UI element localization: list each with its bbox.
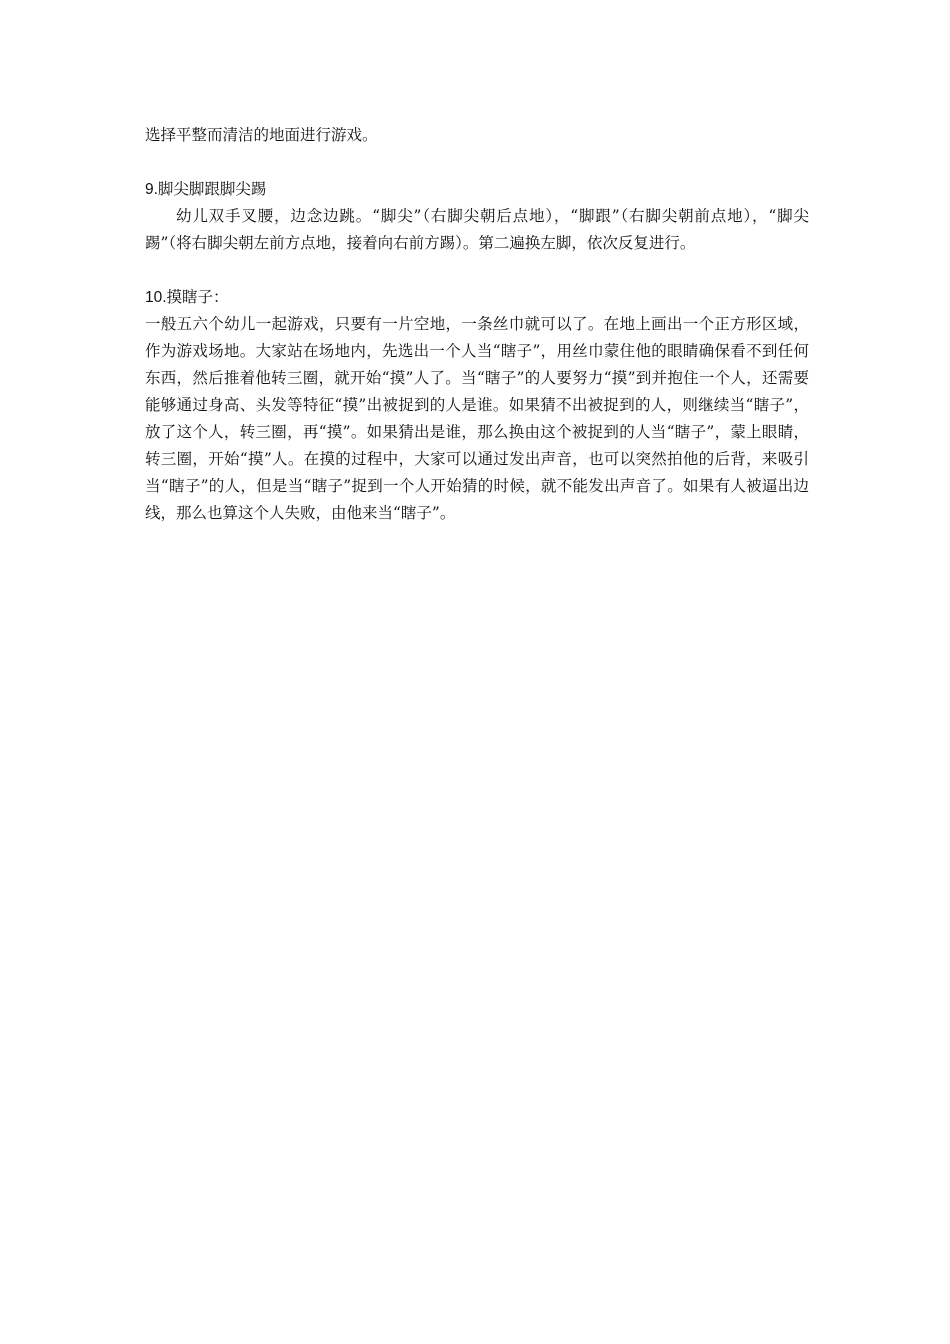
paragraph-spacer [145, 257, 809, 284]
section-9-heading: 9.脚尖脚跟脚尖踢 [145, 181, 267, 198]
section-10-body: 一般五六个幼儿一起游戏，只要有一片空地，一条丝巾就可以了。在地上画出一个正方形区域，作为游戏场地。大家站在场地内，先选出一个人当“瞎子”，用丝巾蒙住他的眼睛确保看不到任何东西，然后推着他转三圈，就开始“摸”人了。当“瞎子”的人要努力“摸”到并抱住一个人，还需要能够通过身高、头发等特征“摸”出被捉到的人是谁。如果猜不出被捉到的人，则继续当“瞎子”，放了这个人，转三圈，再“摸”。如果猜出是谁，那么换由这个被捉到的人当“瞎子”，蒙上眼睛，转三圈，开始“摸”人。在摸的过程中，大家可以通过发出声音，也可以突然拍他的后背，来吸引当“瞎子”的人，但是当“瞎子”捉到一个人开始猜的时候，就不能发出声音了。如果有人被逼出边线，那么也算这个人失败，由他来当“瞎子”。 [145, 315, 809, 522]
intro-paragraph: 选择平整而清洁的地面进行游戏。 [145, 126, 378, 144]
section-9-body: 幼儿双手叉腰，边念边跳。“脚尖”（右脚尖朝后点地），“脚跟”（右脚尖朝前点地），“脚尖踢”（将右脚尖朝左前方点地，接着向右前方踢）。第二遍换左脚，依次反复进行。 [145, 207, 809, 252]
paragraph-spacer [145, 149, 809, 176]
document-content [145, 122, 809, 527]
section-10-heading: 10.摸瞎子： [145, 289, 229, 306]
